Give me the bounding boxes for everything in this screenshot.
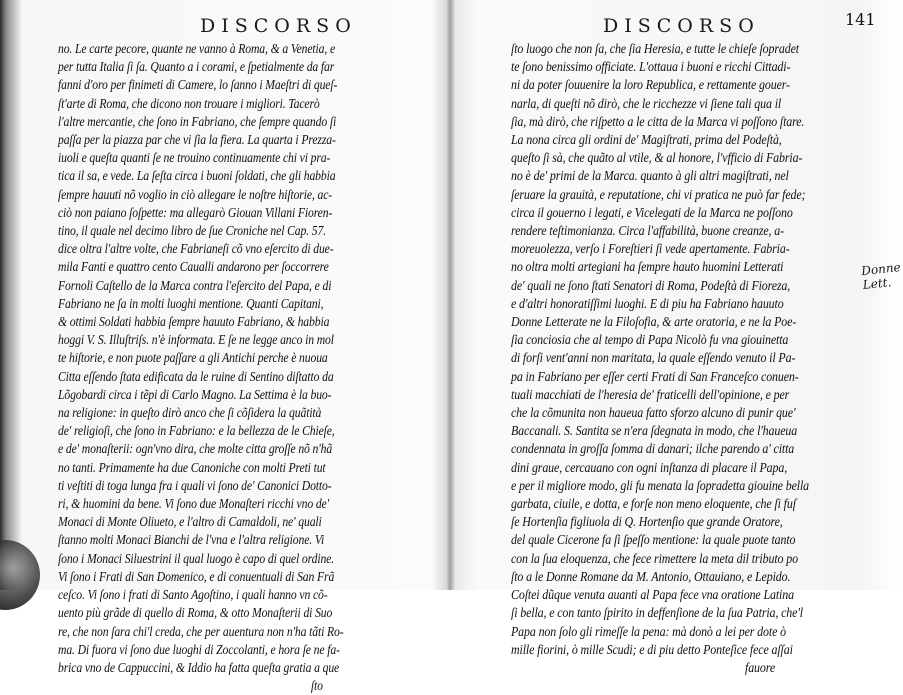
text-line: no oltra molti artegiani ha ſempre hauto huomini Letterati xyxy=(511,259,784,275)
text-line: narla, di queſti nõ dirò, che le ricchezze vi ſiene tali qua il xyxy=(511,95,782,111)
text-line: ſono i Monaci Siluestrini il qual luogo è capo di quel ordine. xyxy=(58,550,335,566)
text-line: Donne Letterate ne la Filoſofia, & arte oratoria, e ne la Poe- xyxy=(511,314,797,330)
text-line: mila Fanti e quattro cento Caualli andarono per ſoccorrere xyxy=(58,259,329,275)
text-line: garbata, ciuile, e dotta, e forſe non meno eloquente, che ſi fuſ xyxy=(511,496,796,512)
text-line: dini graue, cercauano con ogni inſtanza di placare il Papa, xyxy=(511,459,788,475)
text-line: ni da poter ſouuenire la loro Republica, e rettamente gouer- xyxy=(511,77,790,93)
text-line: te hiſtorie, e non puote paſſare a gli Antichi perche è nuoua xyxy=(58,350,328,366)
text-line: Fabriano ne ſa in molti luoghi mentione. Quanti Capitani, xyxy=(58,295,324,311)
text-line: Fornoli Caſtello de la Marca contra l'eſercito del Papa, e di xyxy=(58,277,332,293)
text-line: Citta eſſendo ſtata edificata da le ruine di Sentino diſtatto da xyxy=(58,368,334,384)
text-line: La nona circa gli ordini de' Magiſtrati, prima del Podeſtà, xyxy=(511,132,782,148)
text-line: di forſi vent'anni non maritata, la quale eſſendo venuto il Pa- xyxy=(511,350,796,366)
text-line: ti veſtiti di toga lunga fra i quali vi ſono de' Canonici Dotto- xyxy=(58,477,332,493)
text-line: che la cõmunita non haueua fatto sforzo alcuno di punir que' xyxy=(511,405,796,421)
right-page xyxy=(453,0,900,675)
running-head: DISCORSO xyxy=(200,15,357,37)
text-line: ma. Di fuora vi ſono due luoghi di Zoccolanti, e hora ſe ne fa- xyxy=(58,641,340,657)
left-page xyxy=(0,0,447,694)
text-line: de' religioſi, che ſono in Fabriano: e la bellezza de le Chieſe, xyxy=(58,423,335,439)
text-line: Baccanali. S. Santita se n'era ſdegnata in modo, che l'haueua xyxy=(511,423,798,439)
text-line: ri, & huomini da bene. Vi ſono due Monaſteri ricchi vno de' xyxy=(58,496,329,512)
text-line: e per il migliore modo, gli fu menata la ſopradetta giouine bella xyxy=(511,477,809,493)
text-line: ciò non paiano ſoſpette: ma allegarò Giouan Villani Fioren- xyxy=(58,204,333,220)
text-line: ſe Hortenſia figliuola di Q. Hortenſio que grande Oratore, xyxy=(511,514,783,530)
text-line: ſt'arte di Roma, che dicono non trouare i migliori. Tacerò xyxy=(58,95,320,111)
handwritten-marginal-note xyxy=(861,260,903,292)
text-line: ceſco. Vi ſono i frati di Santo Agoſtino, i quali hanno vn cõ- xyxy=(58,587,328,603)
text-line: fanni d'oro per finimeti di Camere, lo ſanno i Maeſtri di queſ- xyxy=(58,77,338,93)
text-line: & ottimi Soldati habbia ſempre hauuto Fabriano, & habbia xyxy=(58,314,330,330)
text-line: queſto ſi sà, che quãto al vtile, & al honore, l'vfficio di Fabria- xyxy=(511,150,803,166)
marginal-note-line: Lett. xyxy=(862,275,892,293)
text-line: del quale Cicerone fa ſi ſpeſſo mentione: la quale puote tanto xyxy=(511,532,796,548)
text-line: mille fiorini, ò mille Scudi; e di piu detto Ponteſice fece aſſai xyxy=(511,641,793,657)
text-line: no. Le carte pecore, quante ne vanno à Roma, & a Venetia, e xyxy=(58,41,336,56)
text-line: Monaci di Monte Oliueto, e l'altro di Camaldoli, ne' quali xyxy=(58,514,322,530)
text-line: dice oltra l'altre volte, che Fabrianeſi cõ vno eſercito di due- xyxy=(58,241,334,257)
text-line: con la ſua eloquenza, che fece rimettere la meta dil tributo po xyxy=(511,550,798,566)
text-line: brica vno de Cappuccini, & Iddio ha fatta queſta gratia a que xyxy=(58,659,340,675)
marginal-note-line: Donne xyxy=(860,260,902,279)
page-number: 141 xyxy=(845,10,876,29)
text-line: iuoli e queſta quanti ſe ne trouino continuamente chi vi pra- xyxy=(58,150,331,166)
text-line: circa il gouerno i legati, e Vicelegati de la Marca ne poſſono xyxy=(511,204,793,220)
text-line: pa in Fabriano per eſſer certi Frati di San Franceſco conuen- xyxy=(511,368,799,384)
text-line: Vi ſono i Frati di San Domenico, e di conuentuali di San Frã xyxy=(58,568,335,584)
text-line: hoggi V. S. Illuſtriſs. n'è informata. E ſe ne legge anco in mol xyxy=(58,332,334,348)
text-line: ſempre hauuti nõ voglio in ciò allegare le noſtre hiſtorie, ac- xyxy=(58,186,333,202)
text-line: ſi bella, e con tanto ſpirito in deffenſione de la ſua Patria, che'l xyxy=(511,605,803,621)
text-line: no tanti. Primamente ha due Canoniche con molti Preti tut xyxy=(58,459,326,475)
text-line: ſia conciosia che al tempo di Papa Nicolò fu vna giouinetta xyxy=(511,332,789,348)
text-line: per tutta Italia ſi ſa. Quanto a i corami, e ſpetialmente da far xyxy=(58,59,335,75)
text-line: te ſono benissimo officiate. L'ottaua i buoni e ricchi Cittadi- xyxy=(511,59,791,75)
text-line: re, che non ſara chi'l creda, che per auentura non n'ha tãti Ro- xyxy=(58,623,344,639)
text-line: rendere teſtimonianza. Circa l'affabilità, buone creanze, a- xyxy=(511,223,784,239)
text-line: Papa non ſolo gli rimeſſe la pena: mà donò a lei per dote ò xyxy=(511,623,786,639)
running-head: DISCORSO xyxy=(603,15,760,37)
text-line: tica il sa, e vede. La ſeſta circa i buoni ſoldati, che gli habbia xyxy=(58,168,336,184)
text-line: ſto a le Donne Romane da M. Antonio, Ottauiano, e Lepido. xyxy=(511,568,791,584)
text-line: no è de' primi de la Marca. quanto à gli altri magiſtrati, nel xyxy=(511,168,789,184)
text-line: ſeruare la grauità, e reputatione, chi vi pratica ne può far fede; xyxy=(511,186,806,202)
text-line: ſia, mà dirò, che riſpetto a le citta de la Marca vi poſſono ſtare. xyxy=(511,113,805,129)
text-line: e d'altri honoratiſſimi luoghi. E di piu ha Fabriano hauuto xyxy=(511,295,784,311)
text-line: ſto xyxy=(310,678,323,694)
text-line: paſſa per la piazza par che vi ſia la fiera. La quarta i Prezza- xyxy=(58,132,336,148)
left-text-block xyxy=(58,40,396,695)
text-line: e de' monaſterii: ogn'vno dira, che molte citta groſſe nõ n'hã xyxy=(58,441,333,457)
text-line: ſtanno molti Monaci Bianchi de l'vna e l'altra religione. Vi xyxy=(58,532,325,548)
text-line: l'altre mercantie, che ſono in Fabriano, che ſempre quando ſi xyxy=(58,113,337,129)
right-text-block xyxy=(511,40,841,677)
text-line: condennata in groſſa ſomma di danari; ilche parendo a' citta xyxy=(511,441,795,457)
text-line: moreuolezza, verſo i Foreſtieri ſi vede apertamente. Fabria- xyxy=(511,241,790,257)
text-line: ſto luogo che non ſa, che ſia Heresia, e tutte le chieſe ſopradet xyxy=(511,41,799,56)
text-line: tino, il quale nel decimo libro de ſue Croniche nel Cap. 57. xyxy=(58,223,327,239)
text-line: de' quali ne ſono ſtati Senatori di Roma, Podeſtà di Fioreza, xyxy=(511,277,791,293)
text-line: tuali macchiati de l'heresia de' fraticelli dell'opinione, e per xyxy=(511,386,790,402)
text-line: uento più grãde di quello di Roma, & otto Monaſterii di Suo xyxy=(58,605,333,621)
text-line: fauore xyxy=(744,659,775,675)
text-line: na religione: in queſto dirò anco che ſi cõſidera la quãtità xyxy=(58,405,322,421)
text-line: Coſtei dũque venuta auanti al Papa fece vna oratione Latina xyxy=(511,587,794,603)
text-line: Lõgobardi circa i tẽpi di Carlo Magno. La Settima è la buo- xyxy=(58,386,332,402)
